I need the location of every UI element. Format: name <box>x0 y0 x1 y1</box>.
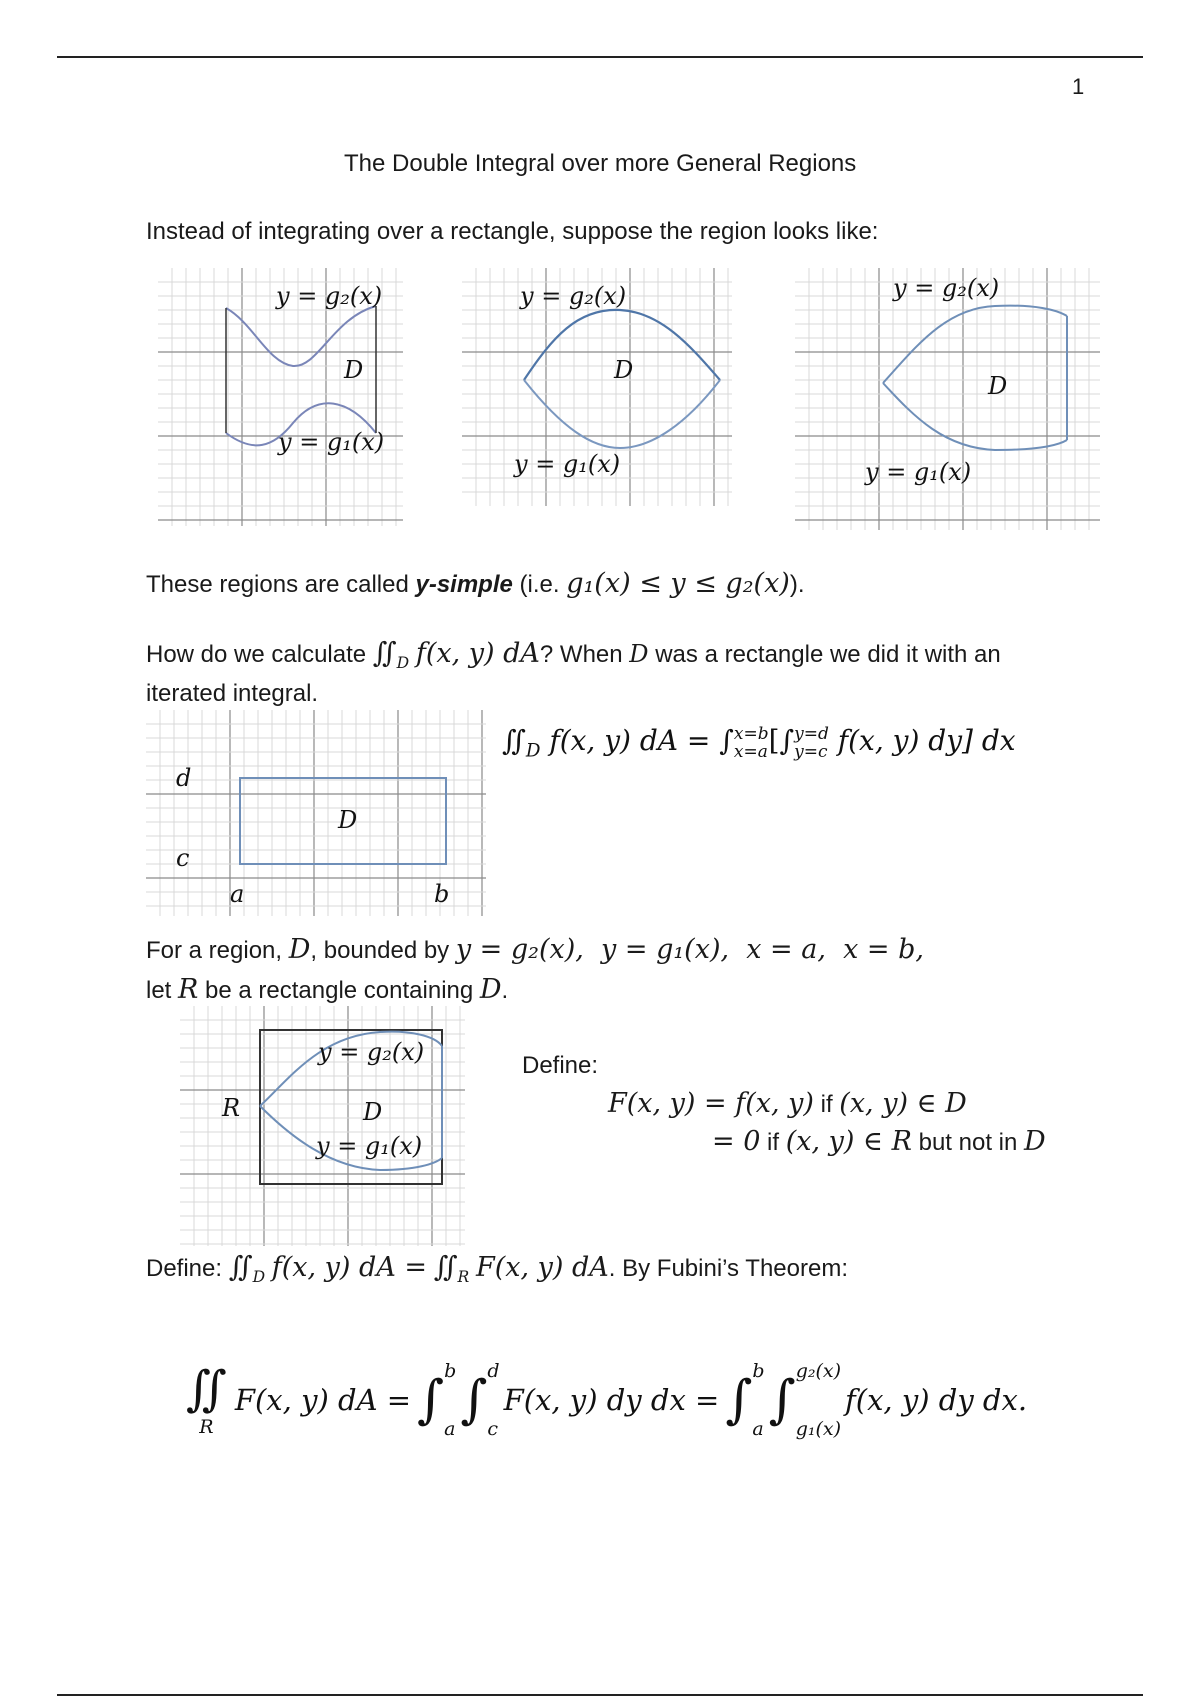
page-title: The Double Integral over more General Regions <box>344 150 857 177</box>
final-int3: ∫ <box>725 1370 753 1430</box>
final-i4-up: g₂(x) <box>795 1360 842 1382</box>
final-int1: ∫ <box>417 1370 445 1430</box>
final-t3: f(x, y) dy dx. <box>845 1383 1028 1417</box>
define-l2-D: D <box>1024 1126 1046 1157</box>
final-i4-lo: g₁(x) <box>795 1418 842 1440</box>
region-label: D <box>338 806 358 834</box>
iter-outer-sub: x=a <box>733 741 768 762</box>
bounded-D: D <box>288 934 311 965</box>
bounded-line1 <box>146 934 924 965</box>
ysimple-pre: These regions are called <box>146 571 416 598</box>
figure-teardrop-region <box>795 268 1100 530</box>
figure-wavy-region <box>158 268 403 526</box>
final-int2: ∫ <box>460 1370 488 1430</box>
iter-inner-int: ∫ <box>779 724 795 757</box>
page-number: 1 <box>1072 74 1085 99</box>
upper-label: y = g₂(x) <box>520 282 627 310</box>
define-l1-if: if <box>813 1091 840 1118</box>
figure-region-in-rectangle <box>180 1006 465 1246</box>
define-l2-math: = 0 <box>712 1126 761 1157</box>
upper-label: y = g₂(x) <box>318 1038 425 1066</box>
define2-label: Define: <box>146 1255 229 1282</box>
bounded2-R: R <box>178 974 199 1005</box>
bounded2-D: D <box>479 974 502 1005</box>
bounded-mid: , bounded by <box>310 937 456 964</box>
bounded-line2 <box>146 974 508 1005</box>
iter-outer-int: ∫ <box>719 724 734 757</box>
top-rule <box>57 56 1143 58</box>
label-c: c <box>176 844 190 872</box>
label-b: b <box>434 880 450 908</box>
define2-math1: f(x, y) dA = <box>271 1252 428 1283</box>
define-l1-math: F(x, y) = f(x, y) <box>608 1088 814 1119</box>
define2-math2: F(x, y) dA <box>475 1252 609 1283</box>
final-t2: F(x, y) dy dx = <box>503 1383 720 1417</box>
figure-rectangle-region <box>146 710 486 916</box>
lower-label: y = g₁(x) <box>316 1132 423 1160</box>
iter-int-sub: D <box>525 740 541 762</box>
iter-outer-sup: x=b <box>733 723 769 744</box>
how-pre: How do we calculate <box>146 641 367 668</box>
define-label: Define: <box>522 1052 599 1079</box>
rect-label: R <box>222 1094 241 1122</box>
iter-lhs: f(x, y) dA = <box>549 724 711 757</box>
upper-label: y = g₂(x) <box>893 274 1000 302</box>
label-d: d <box>176 764 192 792</box>
define-line1 <box>608 1088 967 1119</box>
ysimple-term: y-simple <box>415 571 513 598</box>
define2-post: . By Fubini’s Theorem: <box>608 1255 848 1282</box>
intro-text: Instead of integrating over a rectangle, suppose the region looks like: <box>146 218 879 245</box>
bottom-rule <box>57 1694 1143 1696</box>
lower-label: y = g₁(x) <box>514 450 621 478</box>
bounded-pre: For a region, <box>146 937 289 964</box>
how-mid: ? When <box>539 641 630 668</box>
iter-inner: f(x, y) dy <box>837 724 963 757</box>
final-formula <box>186 1340 1027 1460</box>
how-D: D <box>629 640 649 668</box>
how-sub: D <box>396 653 410 672</box>
ysimple-line <box>146 568 805 599</box>
bounded2-pre: let <box>146 977 179 1004</box>
final-i2-lo: c <box>487 1418 499 1440</box>
define2-line <box>146 1250 848 1286</box>
iterated-formula <box>502 724 1016 762</box>
bounded2-mid: be a rectangle containing <box>198 977 480 1004</box>
iter-inner-sup: y=d <box>794 723 829 744</box>
final-i2-up: d <box>487 1360 500 1382</box>
region-label: D <box>614 356 634 384</box>
final-sub-R: R <box>199 1416 214 1438</box>
define-l1-cond: (x, y) ∈ D <box>839 1088 967 1119</box>
define-l2-if: if <box>760 1129 786 1156</box>
ysimple-math: g₁(x) ≤ y ≤ g₂(x) <box>566 568 790 599</box>
iter-inner-sub: y=c <box>794 741 828 762</box>
final-i3-lo: a <box>752 1418 764 1440</box>
final-i1-up: b <box>444 1360 457 1382</box>
figure-lens-region <box>462 268 732 506</box>
define2-int1: ∬ <box>228 1250 253 1283</box>
how-line <box>146 636 1001 672</box>
final-i3-up: b <box>752 1360 765 1382</box>
lower-label: y = g₁(x) <box>865 458 972 486</box>
grid <box>795 268 1100 530</box>
define-l2-cond: (x, y) ∈ R <box>785 1126 912 1157</box>
region-label: D <box>988 372 1008 400</box>
upper-curve <box>883 306 1067 383</box>
define2-sub1: D <box>252 1267 266 1286</box>
ysimple-close: ). <box>789 571 805 598</box>
iter-int: ∬ <box>502 724 526 757</box>
iter-close: ] dx <box>962 724 1016 757</box>
final-int4: ∫ <box>768 1370 796 1430</box>
lower-curve <box>883 383 1067 450</box>
region-label: D <box>344 356 364 384</box>
label-a: a <box>230 880 245 908</box>
ysimple-paren: (i.e. <box>512 571 567 598</box>
lower-label: y = g₁(x) <box>278 428 385 456</box>
final-i1-lo: a <box>444 1418 456 1440</box>
how-line2: iterated integral. <box>146 680 319 707</box>
upper-label: y = g₂(x) <box>276 282 383 310</box>
bounded-math: y = g₂(x), y = g₁(x), x = a, x = b, <box>455 934 924 965</box>
define-l2-but: but not in <box>911 1129 1025 1156</box>
iter-bracket: [ <box>768 724 780 757</box>
how-post: was a rectangle we did it with an <box>648 641 1001 668</box>
bounded2-end: . <box>501 977 509 1004</box>
how-integral: ∬ <box>372 636 397 669</box>
define2-int2: ∬ <box>433 1250 458 1283</box>
final-dbl-int: ∬ <box>186 1361 227 1417</box>
region-label: D <box>363 1098 383 1126</box>
how-math: f(x, y) dA <box>415 638 540 669</box>
lower-curve <box>524 380 720 448</box>
define-line2 <box>712 1126 1046 1157</box>
final-t1: F(x, y) dA = <box>234 1383 412 1417</box>
define2-sub2: R <box>457 1267 470 1286</box>
